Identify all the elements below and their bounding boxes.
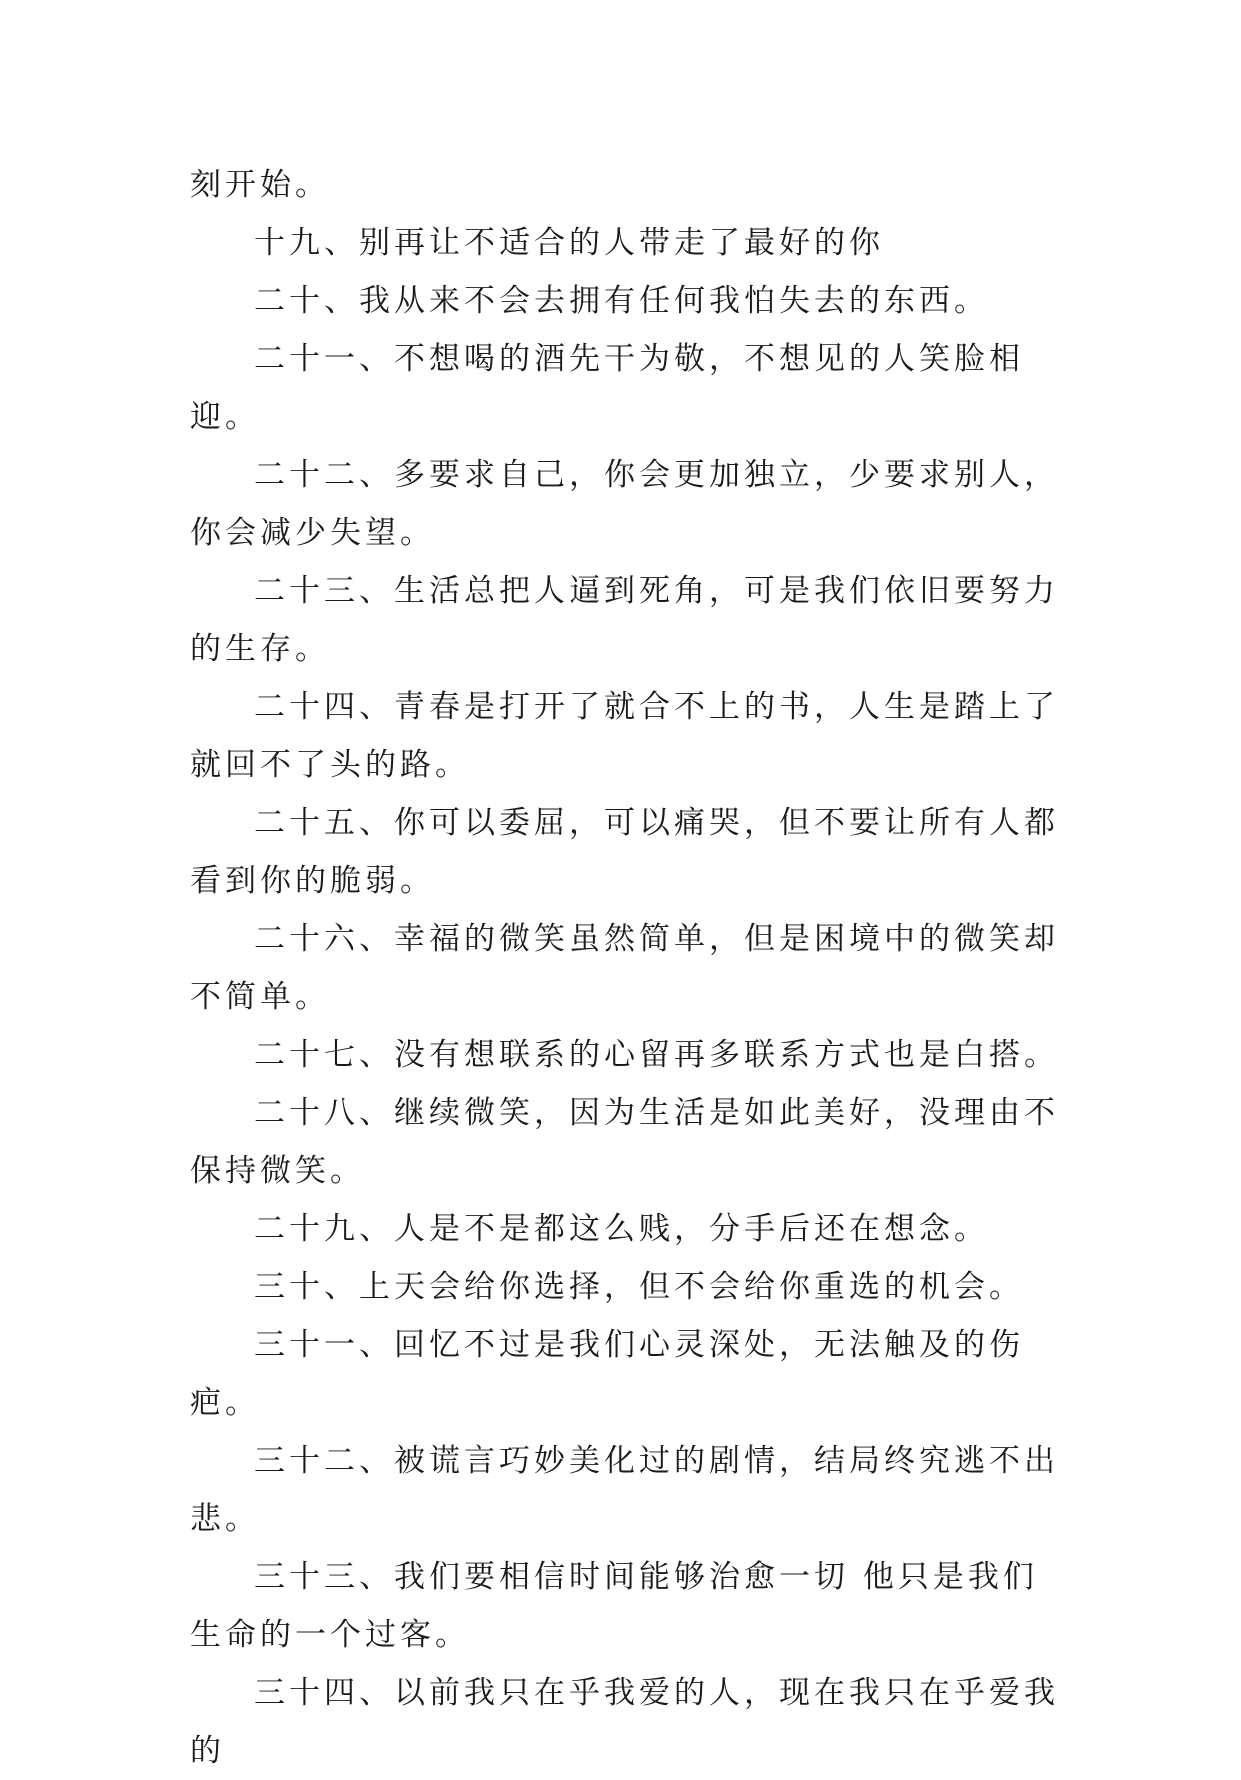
paragraph-item-19: 十九、别再让不适合的人带走了最好的你: [254, 225, 884, 261]
paragraph-item-32: 三十二、被谎言巧妙美化过的剧情，结局终究逃不出悲。: [190, 1443, 1059, 1537]
paragraph-item-30: 三十、上天会给你选择，但不会给你重选的机会。: [254, 1269, 1024, 1305]
paragraph-item-33: 三十三、我们要相信时间能够治愈一切 他只是我们生命的一个过客。: [190, 1559, 1038, 1653]
paragraph-item-31: 三十一、回忆不过是我们心灵深处，无法触及的伤疤。: [190, 1327, 1024, 1421]
paragraph-item-20: 二十、我从来不会去拥有任何我怕失去的东西。: [254, 283, 989, 319]
paragraph-item-23: 二十三、生活总把人逼到死角，可是我们依旧要努力的生存。: [190, 573, 1059, 667]
paragraph-item-28: 二十八、继续微笑，因为生活是如此美好，没理由不保持微笑。: [190, 1095, 1059, 1189]
paragraph-item-34: 三十四、以前我只在乎我爱的人，现在我只在乎爱我的: [190, 1675, 1059, 1769]
paragraph-item-22: 二十二、多要求自己，你会更加独立，少要求别人，你会减少失望。: [190, 457, 1059, 551]
paragraph-item-27: 二十七、没有想联系的心留再多联系方式也是白搭。: [254, 1037, 1059, 1073]
paragraph-continuation: 刻开始。: [190, 167, 330, 203]
paragraph-item-29: 二十九、人是不是都这么贱，分手后还在想念。: [254, 1211, 989, 1247]
document-body: [190, 156, 1060, 1780]
paragraph-item-26: 二十六、幸福的微笑虽然简单，但是困境中的微笑却不简单。: [190, 921, 1059, 1015]
paragraph-item-25: 二十五、你可以委屈，可以痛哭，但不要让所有人都看到你的脆弱。: [190, 805, 1059, 899]
paragraph-item-24: 二十四、青春是打开了就合不上的书，人生是踏上了就回不了头的路。: [190, 689, 1059, 783]
paragraph-item-21: 二十一、不想喝的酒先干为敬，不想见的人笑脸相迎。: [190, 341, 1024, 435]
